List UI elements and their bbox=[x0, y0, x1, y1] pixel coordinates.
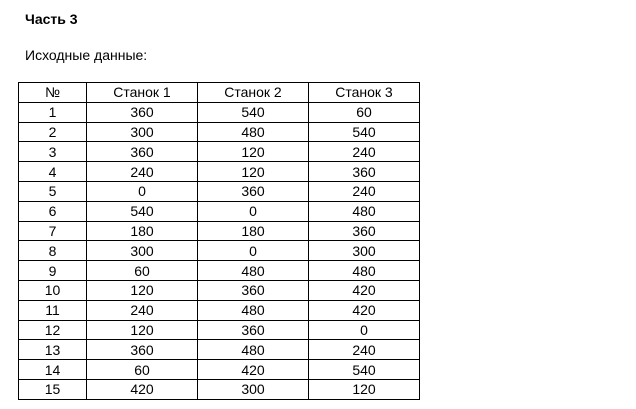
cell-machine-3: 0 bbox=[309, 320, 420, 340]
cell-machine-3: 360 bbox=[309, 221, 420, 241]
cell-number: 4 bbox=[19, 162, 87, 182]
header-number: № bbox=[19, 83, 87, 103]
cell-machine-1: 360 bbox=[87, 340, 198, 360]
cell-machine-2: 180 bbox=[198, 221, 309, 241]
intro-text: Исходные данные: bbox=[25, 47, 148, 63]
cell-number: 8 bbox=[19, 241, 87, 261]
cell-machine-2: 540 bbox=[198, 102, 309, 122]
cell-machine-3: 540 bbox=[309, 360, 420, 380]
table-row bbox=[19, 102, 420, 122]
cell-machine-3: 240 bbox=[309, 340, 420, 360]
cell-machine-2: 120 bbox=[198, 162, 309, 182]
section-heading: Часть 3 bbox=[25, 11, 78, 27]
cell-machine-1: 240 bbox=[87, 162, 198, 182]
cell-number: 6 bbox=[19, 201, 87, 221]
cell-machine-2: 300 bbox=[198, 379, 309, 399]
cell-machine-3: 300 bbox=[309, 241, 420, 261]
table-row bbox=[19, 340, 420, 360]
cell-machine-1: 120 bbox=[87, 320, 198, 340]
cell-machine-2: 480 bbox=[198, 300, 309, 320]
table-row bbox=[19, 261, 420, 281]
cell-number: 13 bbox=[19, 340, 87, 360]
table-body bbox=[19, 102, 420, 399]
cell-machine-1: 360 bbox=[87, 142, 198, 162]
cell-number: 14 bbox=[19, 360, 87, 380]
cell-number: 12 bbox=[19, 320, 87, 340]
table-row bbox=[19, 181, 420, 201]
header-machine-1: Станок 1 bbox=[87, 83, 198, 103]
table-row bbox=[19, 201, 420, 221]
table-row bbox=[19, 320, 420, 340]
cell-machine-2: 360 bbox=[198, 280, 309, 300]
cell-number: 7 bbox=[19, 221, 87, 241]
cell-number: 3 bbox=[19, 142, 87, 162]
source-data-table bbox=[18, 82, 420, 400]
table-row bbox=[19, 122, 420, 142]
cell-number: 15 bbox=[19, 379, 87, 399]
cell-machine-3: 360 bbox=[309, 162, 420, 182]
cell-machine-3: 240 bbox=[309, 142, 420, 162]
cell-machine-1: 120 bbox=[87, 280, 198, 300]
table-row bbox=[19, 379, 420, 399]
cell-machine-3: 480 bbox=[309, 201, 420, 221]
table-header-row bbox=[19, 83, 420, 103]
cell-machine-1: 540 bbox=[87, 201, 198, 221]
cell-machine-1: 180 bbox=[87, 221, 198, 241]
cell-machine-3: 240 bbox=[309, 181, 420, 201]
cell-number: 5 bbox=[19, 181, 87, 201]
cell-machine-2: 360 bbox=[198, 320, 309, 340]
cell-number: 1 bbox=[19, 102, 87, 122]
cell-machine-3: 480 bbox=[309, 261, 420, 281]
header-machine-3: Станок 3 bbox=[309, 83, 420, 103]
cell-machine-3: 60 bbox=[309, 102, 420, 122]
cell-machine-2: 480 bbox=[198, 340, 309, 360]
table-row bbox=[19, 241, 420, 261]
cell-machine-1: 60 bbox=[87, 360, 198, 380]
cell-number: 10 bbox=[19, 280, 87, 300]
cell-machine-3: 120 bbox=[309, 379, 420, 399]
cell-machine-2: 480 bbox=[198, 261, 309, 281]
cell-machine-3: 420 bbox=[309, 280, 420, 300]
cell-machine-1: 60 bbox=[87, 261, 198, 281]
cell-machine-1: 300 bbox=[87, 122, 198, 142]
cell-machine-3: 420 bbox=[309, 300, 420, 320]
cell-machine-2: 480 bbox=[198, 122, 309, 142]
table-row bbox=[19, 162, 420, 182]
table-row bbox=[19, 300, 420, 320]
cell-number: 11 bbox=[19, 300, 87, 320]
cell-machine-2: 120 bbox=[198, 142, 309, 162]
cell-machine-3: 540 bbox=[309, 122, 420, 142]
cell-machine-1: 240 bbox=[87, 300, 198, 320]
cell-machine-1: 300 bbox=[87, 241, 198, 261]
table-row bbox=[19, 280, 420, 300]
cell-machine-1: 0 bbox=[87, 181, 198, 201]
cell-machine-2: 360 bbox=[198, 181, 309, 201]
table-row bbox=[19, 142, 420, 162]
header-machine-2: Станок 2 bbox=[198, 83, 309, 103]
table-row bbox=[19, 360, 420, 380]
cell-machine-2: 0 bbox=[198, 241, 309, 261]
table-row bbox=[19, 221, 420, 241]
cell-machine-1: 420 bbox=[87, 379, 198, 399]
cell-machine-2: 0 bbox=[198, 201, 309, 221]
cell-machine-2: 420 bbox=[198, 360, 309, 380]
cell-machine-1: 360 bbox=[87, 102, 198, 122]
cell-number: 9 bbox=[19, 261, 87, 281]
cell-number: 2 bbox=[19, 122, 87, 142]
